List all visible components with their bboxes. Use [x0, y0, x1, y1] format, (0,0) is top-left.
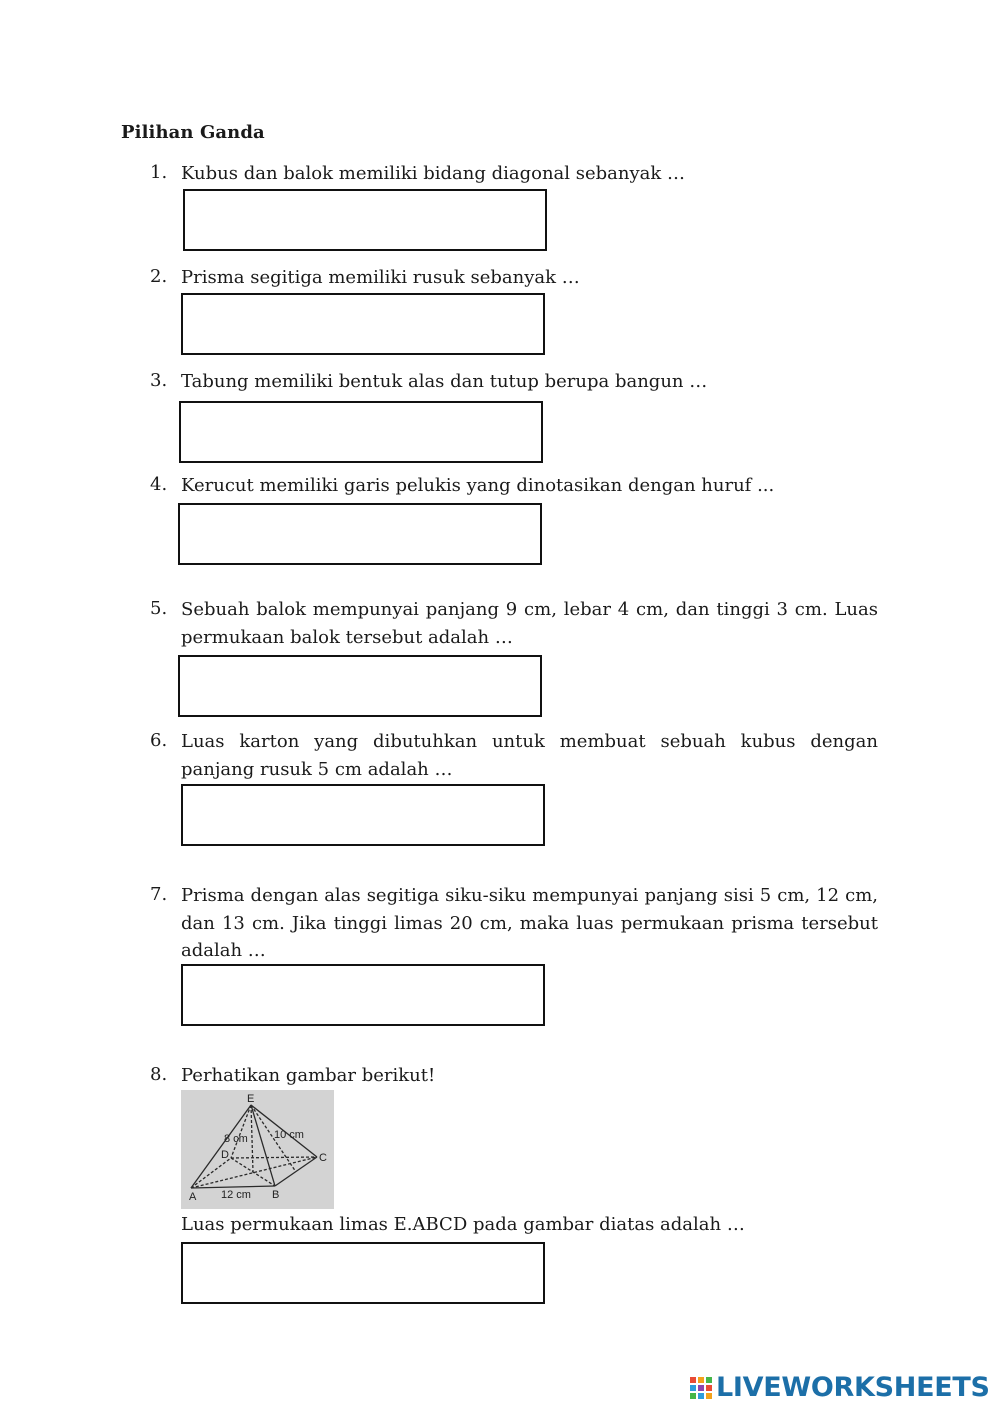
logo-text: LIVEWORKSHEETS	[716, 1372, 990, 1403]
answer-input-3[interactable]	[179, 401, 543, 463]
liveworksheets-logo[interactable]	[690, 1373, 990, 1403]
edge-ed	[231, 1105, 251, 1158]
vertex-c-label: C	[319, 1152, 327, 1164]
vertex-e-label: E	[247, 1093, 255, 1105]
question-text: Kerucut memiliki garis pelukis yang dinotasikan dengan huruf ...	[181, 475, 775, 496]
question-number: 8.	[150, 1064, 168, 1085]
vertex-b-label: B	[272, 1189, 280, 1201]
answer-input-1[interactable]	[183, 189, 547, 251]
question-number: 3.	[150, 370, 168, 391]
pyramid-height	[251, 1105, 253, 1172]
question-text: Sebuah balok mempunyai panjang 9 cm, lebar 4 cm, dan tinggi 3 cm. Luas permukaan balok tersebut adalah …	[181, 599, 878, 648]
answer-input-4[interactable]	[178, 503, 542, 565]
pyramid-diagram	[181, 1090, 334, 1209]
question-number: 7.	[150, 884, 168, 905]
section-title: Pilihan Ganda	[121, 122, 265, 143]
question-text: Kubus dan balok memiliki bidang diagonal sebanyak …	[181, 163, 686, 184]
base-edge-label: 12 cm	[221, 1189, 251, 1201]
liveworksheets-icon	[690, 1377, 712, 1399]
question-text: Luas karton yang dibutuhkan untuk membuat sebuah kubus dengan panjang rusuk 5 cm adalah …	[181, 731, 878, 780]
edge-ab	[191, 1186, 275, 1188]
answer-input-2[interactable]	[181, 293, 545, 355]
question-text: Prisma dengan alas segitiga siku-siku mempunyai panjang sisi 5 cm, 12 cm, dan 13 cm. Jika tinggi limas 20 cm, maka luas permukaan prisma tersebut adalah …	[181, 885, 878, 961]
answer-input-6[interactable]	[181, 784, 545, 846]
question-8-prompt: Luas permukaan limas E.ABCD pada gambar diatas adalah …	[181, 1214, 745, 1235]
lateral-edge-label: 8 cm	[224, 1133, 248, 1145]
pyramid-figure	[181, 1090, 334, 1209]
vertex-d-label: D	[221, 1149, 229, 1161]
edge-eb	[251, 1105, 275, 1186]
question-number: 6.	[150, 730, 168, 751]
question-number: 5.	[150, 598, 168, 619]
vertex-a-label: A	[189, 1191, 197, 1203]
question-text: Prisma segitiga memiliki rusuk sebanyak …	[181, 267, 580, 288]
answer-input-5[interactable]	[178, 655, 542, 717]
answer-input-7[interactable]	[181, 964, 545, 1026]
question-number: 4.	[150, 474, 168, 495]
question-text: Tabung memiliki bentuk alas dan tutup berupa bangun …	[181, 371, 708, 392]
answer-input-8[interactable]	[181, 1242, 545, 1304]
question-text: Perhatikan gambar berikut!	[181, 1065, 436, 1086]
question-number: 1.	[150, 162, 168, 183]
edge-dc	[231, 1157, 317, 1158]
slant-label: 10 cm	[274, 1129, 304, 1141]
question-number: 2.	[150, 266, 168, 287]
